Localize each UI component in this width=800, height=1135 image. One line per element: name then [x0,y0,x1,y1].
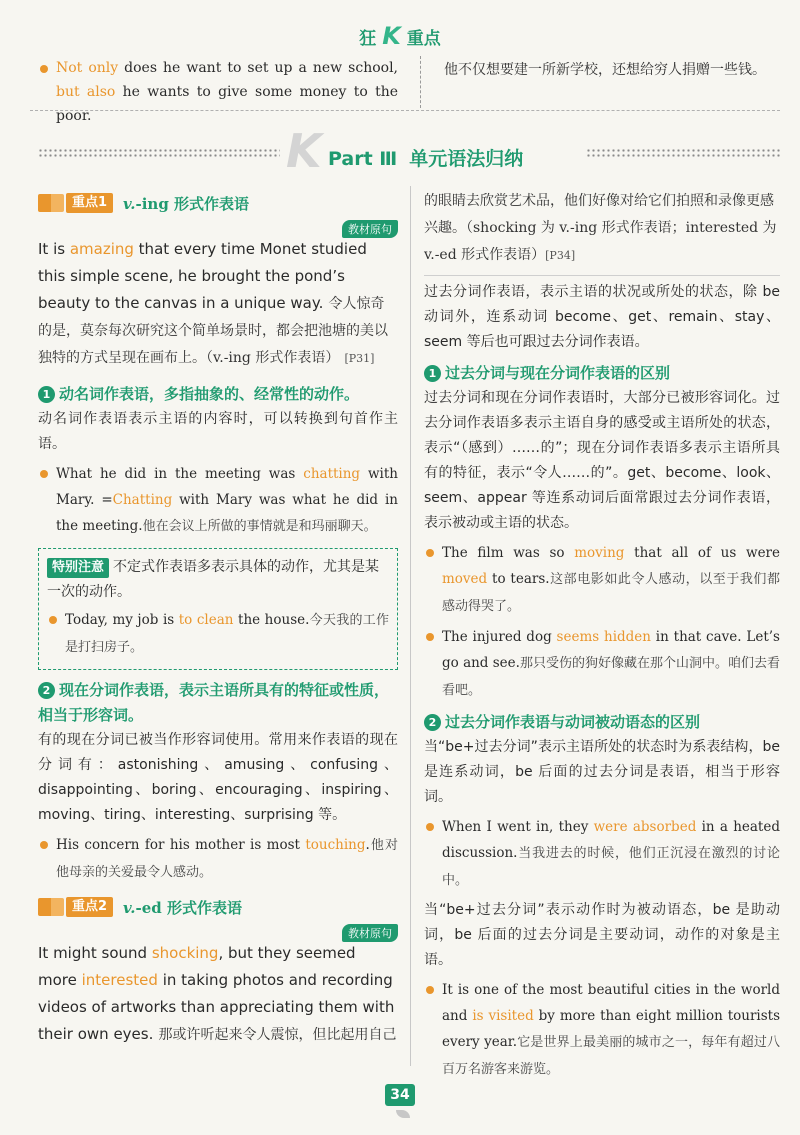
page-ref: [P31] [344,352,375,365]
special-note-box: 特别注意 不定式作表语多表示具体的动作，尤其是某一次的动作。 Today, my job is to clean the house.今天我的工作是打扫房子。 [38,548,398,670]
right-sub-body-1: 过去分词和现在分词作表语时，大部分已被形容词化。过去分词作表语多表示主语自身的感受或主语所处的状态，表示“（感到）……的”；现在分词作表语多表示主语所具有的特征，表示“令人……的”。get、become、look、seem、appear 等连系动词后面常跟过去分词作表语，表示被动或主语的状态。 [424,390,780,531]
key-point-1-sentence: It is amazing that every time Monet studied this simple scene, he brought the pond’s beauty to the canvas in a unique way. 令人惊奇的是，莫奈每次研究这个简单场景时，都会把池塘的美以独特的方式呈现在画布上。（v.-ing 形式作表语） [P31] [38,240,388,366]
brand-pre: 狂 [359,29,377,49]
column-divider [410,186,411,1066]
textbook-sentence-tag: 教材原句 [342,924,398,942]
part-title-row [30,124,790,180]
book-icon [38,897,66,917]
key-point-1-heading [38,188,398,218]
leaf-icon [396,1110,410,1118]
key-point-2-title: v.-ed 形式作表语 [123,898,242,917]
top-example-en: Not only does he want to set up a new school, but also he wants to give some money to the poor. [38,56,398,128]
note-example: Today, my job is to clean the house.今天我的工作是打扫房子。 [47,607,389,661]
right-sub-body-2b: 当“be+过去分词”表示动作时为被动语态，be 是助动词，be 后面的过去分词是主要动词，动作的对象是主语。 [424,902,780,968]
part-title [328,144,523,171]
right-intro: 过去分词作表语，表示主语的状况或所处的状态，除 be 动词外，连系动词 become、get、remain、stay、seem 等后也可跟过去分词作表语。 [424,284,780,350]
brand-k-logo: K [382,22,401,50]
part-k-logo: K [286,124,322,178]
right-sub-body-2a: 当“be+过去分词”表示主语所处的状态时为系表结构，be 是连系动词，be 后面的过去分词是表语，相当于形容词。 [424,739,780,805]
key-point-1-badge: 重点1 [38,192,113,214]
right-example-2: The injured dog seems hidden in that cave. Let’s go and see.那只受伤的狗好像藏在那个山洞中。咱们去看看吧。 [424,624,780,704]
right-rule [424,275,780,276]
special-note-badge: 特别注意 [47,558,109,578]
top-rule [30,110,780,111]
right-sub-heading-1: 1 过去分词与现在分词作表语的区别 [424,361,780,386]
key-point-1-title: v.-ing 形式作表语 [123,194,250,213]
part-title-zh: 单元语法归纳 [409,148,524,170]
page-ref: [P34] [545,249,576,262]
brand-header [0,22,800,50]
part-label: Part Ⅲ [328,148,398,170]
right-sub-heading-2: 2 过去分词作表语与动词被动语态的区别 [424,710,780,735]
key-point-2-badge: 重点2 [38,896,113,918]
key-point-2-heading [38,892,398,922]
dotted-rule-right [586,148,782,158]
page-number-wrap [0,1084,800,1106]
left-sub-body-1: 动名词作表语表示主语的内容时，可以转换到句首作主语。 [38,411,398,452]
textbook-sentence-tag: 教材原句 [342,220,398,238]
left-example-2: His concern for his mother is most touching.他对他母亲的关爱最令人感动。 [38,832,398,886]
page-number: 34 [385,1084,415,1106]
left-sub-body-2: 有的现在分词已被当作形容词使用。常用来作表语的现在分词有：astonishing、amusing、confusing、disappointing、boring、encouraging、inspiring、moving、tiring、interesting、surprising 等。 [38,732,398,823]
key-point-2-sentence: It might sound shocking, but they seemed more interested in taking photos and recording videos of artworks than appreciating them with their own eyes. 那或许听起来令人震惊，但比起用自己 [38,944,397,1043]
brand-post: 重点 [406,29,441,49]
left-sub-heading-1: 1 动名词作表语，多指抽象的、经常性的动作。 [38,382,398,407]
left-sub-heading-2: 2 现在分词作表语，表示主语所具有的特征或性质，相当于形容词。 [38,681,390,724]
top-divider [420,56,421,108]
right-column [424,188,780,1083]
left-example-1: What he did in the meeting was chatting with Mary. =Chatting with Mary was what he did in the meeting.他在会议上所做的事情就是和玛丽聊天。 [38,461,398,540]
book-icon [38,193,66,213]
dotted-rule-left [38,148,280,158]
key-point-2-translation-cont: 的眼睛去欣赏艺术品，他们好像对给它们拍照和录像更感兴趣。（shocking 为 v.-ing 形式作表语；interested 为 v.-ed 形式作表语）[P34] [424,193,777,263]
right-example-4: It is one of the most beautiful cities in the world and is visited by more than eight million tourists every year.它是世界上最美丽的城市之一，每年有超过八百万名游客来游览。 [424,977,780,1083]
right-example-3: When I went in, they were absorbed in a heated discussion.当我进去的时候，他们正沉浸在激烈的讨论中。 [424,814,780,894]
right-example-1: The film was so moving that all of us were moved to tears.这部电影如此令人感动，以至于我们都感动得哭了。 [424,540,780,620]
left-column [38,188,398,1049]
top-example-zh: 他不仅想要建一所新学校，还想给穷人捐赠一些钱。 [444,62,766,78]
